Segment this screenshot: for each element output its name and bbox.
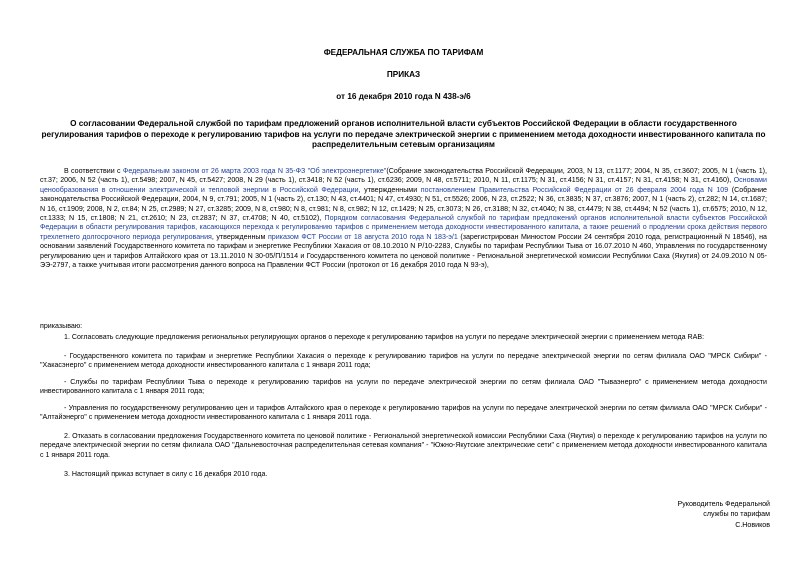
item-2-text: 2. Отказать в согласовании предложения Государственного комитета по ценовой политике - Региональной энергетической комиссии Республики Саха (Якутия) о переходе к регулированию тарифов на услуги по передаче электрической энергии по сетям филиала ОАО "Дальневосточная распределительная сетевая компания" - "Южно-Якутские электрические сети" с применением метода доходности инвестированного капитала с 1 января 2011 года. <box>40 432 767 459</box>
date-number-heading: от 16 декабря 2010 года N 438-э/6 <box>336 92 471 101</box>
item-3-text: 3. Настоящий приказ вступает в силу с 16 декабря 2010 года. <box>64 470 268 478</box>
signature-position-line1: Руководитель Федеральной <box>677 500 770 508</box>
signature-name: С.Новиков <box>735 520 770 529</box>
signature-position-line2: службы по тарифам <box>703 510 770 519</box>
sub-item-text: - Службы по тарифам Республики Тыва о переходе к регулированию тарифов на услуги по передаче электрической энергии по сетям филиала ОАО "Тываэнерго" с применением метода доходности инвестированного капитала с 1 января 2011 года; <box>40 378 767 396</box>
order-word: приказываю: <box>40 322 83 330</box>
link-pricing-basics[interactable]: Основами ценообразования в отношении электрической и тепловой энергии в Российской Федерации <box>40 176 767 194</box>
sub-item-altai <box>40 404 767 423</box>
preamble-text: , утвержденным <box>211 232 268 241</box>
link-government-resolution[interactable]: постановлением Правительства Российской Федерации от 26 февраля 2004 года N 109 <box>420 185 729 194</box>
document-title: О согласовании Федеральной службой по тарифам предложений органов исполнительной власти субъектов Российской Федерации в области государственного регулирования тарифов о переходе к регулированию тарифов на услуги по передаче электрической энергии с применением метода доходности инвестированного капитала по распределительным сетевым организациям <box>41 119 766 150</box>
agency-heading: ФЕДЕРАЛЬНАЯ СЛУЖБА ПО ТАРИФАМ <box>323 48 484 57</box>
sub-item-text: - Государственного комитета по тарифам и энергетике Республики Хакасия о переходе к регулированию тарифов на услуги по передаче электрической энергии по сетям филиала ОАО "МРСК Сибири" - "Хакасэнерго" с применением метода доходности инвестированного капитала с 1 января 2011 года; <box>40 352 767 370</box>
preamble <box>40 167 767 270</box>
link-approval-procedure[interactable]: Порядком согласования Федеральной службой по тарифам предложений органов исполнительной власти субъектов Российской Федерации в области регулирования тарифов, касающихся перехода к регулированию тарифов с применением метода доходности инвестированного капитала, а также решений о продлении срока действия первого трехлетнего долгосрочного периода регулирования <box>40 214 767 241</box>
item-2 <box>40 432 767 460</box>
signature-block <box>678 499 771 530</box>
preamble-text: В соответствии с <box>64 167 123 175</box>
sub-item-tyva <box>40 378 767 397</box>
preamble-text: (Собрание законодательства Российской Федерации, 2003, N 13, ст.1177; 2004, N 35, ст.3607; 2005, N 1 (часть 1), ст.37; 2006, N 52 (часть 1), ст.5498; 2007, N 45, ст.5427; 2008, N 29 (часть 1), ст.3418; N 52 (часть 1), ст.6236; 2009, N 48, ст.5711; 2010, N 11, ст.1175; N 31, ст.4156; N 31, ст.4157; N 31, ст.4158; N 31, ст.4160), <box>40 167 767 185</box>
sub-item-khakassia <box>40 352 767 371</box>
document-type-heading: ПРИКАЗ <box>386 70 421 79</box>
item-1-text: 1. Согласовать следующие предложения региональных регулирующих органов о переходе к регулированию тарифов на услуги по передаче электрической энергии с применением метода RAB: <box>64 333 705 341</box>
preamble-text: (зарегистрирован Минюстом России 24 сентября 2010 года, регистрационный N 18546), на основании заявлений Государственного комитета по тарифам и энергетике Республики Хакасия от 08.10.2010 N Р/10-2283, Службы по тарифам Республики Тыва от 16.07.2010 N 460, Управления по государственному регулированию цен и тарифов Алтайского края от 13.11.2010 N 30-05/П/1514 и Государственного комитета по ценовой политике - Региональной энергетической комиссии Республики Саха (Якутия) от 24.09.2010 N 05-ЭЭ-2797, а также учитывая итоги рассмотрения данного вопроса на Правлении ФСТ России (протокол от 16 декабря 2010 года N 93-э), <box>40 232 767 270</box>
item-3 <box>40 470 767 479</box>
preamble-text: (Собрание законодательства Российской Федерации, 2004, N 9, ст.791; 2005, N 1 (часть 2), ст.130; N 43, ст.4401; N 47, ст.4930; N 51, ст.5526; 2006, N 23, ст.2522; N 36, ст.3835; N 37, ст.3876; 2007, N 1 (часть 2), ст.282; N 14, ст.1687; N 16, ст.1909; 2008, N 2, ст.84; N 25, ст.2989; N 27, ст.3285; 2009, N 8, ст.980; N 8, ст.981; N 8, ст.982; N 12, ст.1429; N 25, ст.3073; N 26, ст.3188; N 32, ст.4040; N 38, ст.4479; N 38, ст.4494; N 52 (часть 1), ст.6575; 2010, N 12, ст.1333; N 15, ст.1808; N 21, ст.2610; N 23, ст.2837; N 37, ст.4708; N 40, ст.5102), <box>40 185 767 223</box>
item-1 <box>40 333 767 342</box>
sub-item-text: - Управления по государственному регулированию цен и тарифов Алтайского края о переходе к регулированию тарифов на услуги по передаче электрической энергии по сетям филиала ОАО "МРСК Сибири" - "Алтайэнерго" с применением метода доходности инвестированного капитала с 1 января 2011 года. <box>40 404 767 422</box>
preamble-text: , утвержденными <box>358 185 421 194</box>
link-federal-law[interactable]: Федеральным законом от 26 марта 2003 года N 35-ФЗ "Об электроэнергетике" <box>122 167 387 175</box>
link-fst-order[interactable]: приказом ФСТ России от 18 августа 2010 года N 183-э/1 <box>267 232 458 241</box>
